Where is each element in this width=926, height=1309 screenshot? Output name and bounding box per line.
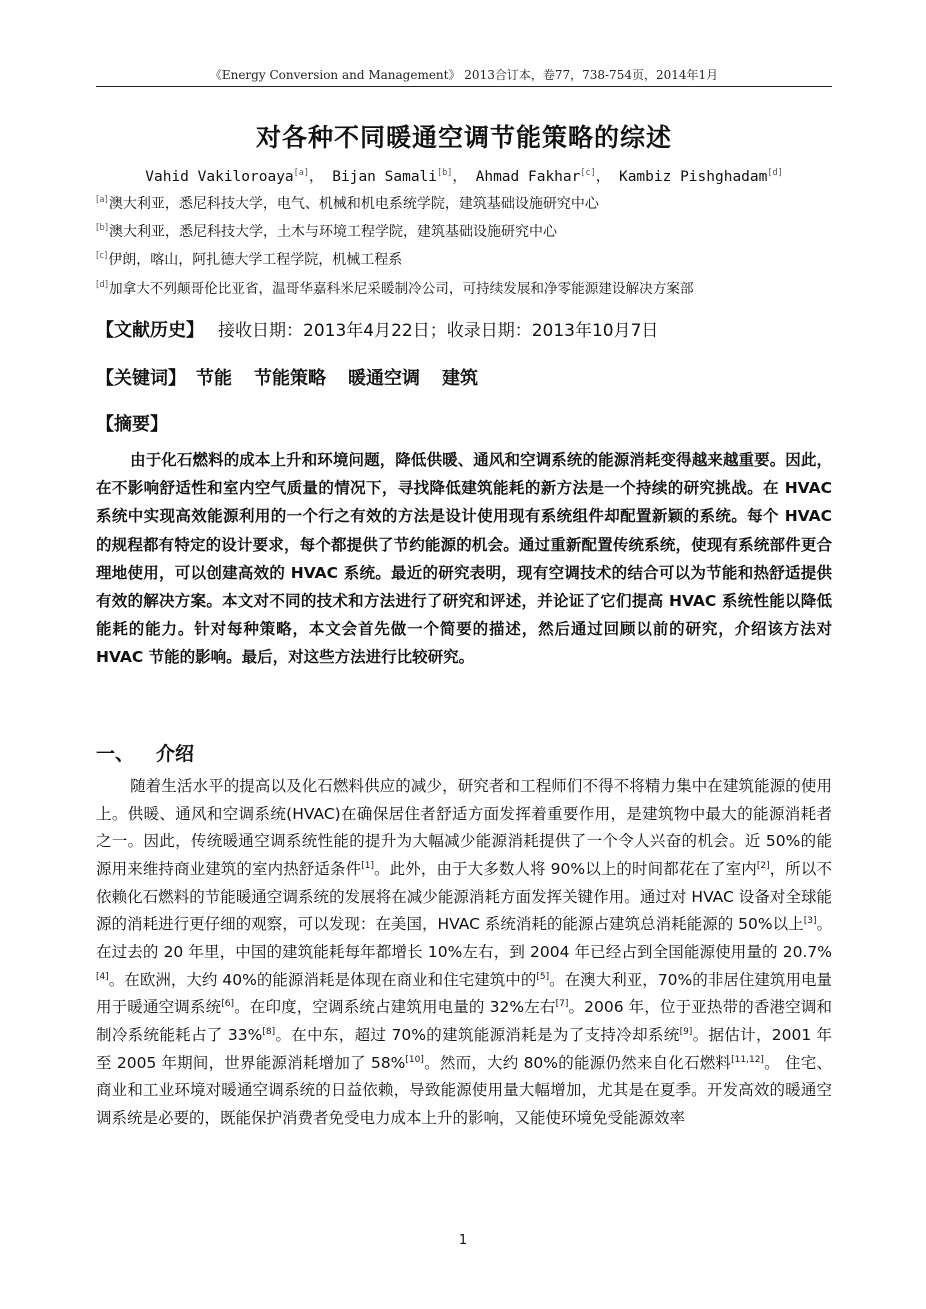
author-name: Kambiz Pishghadam xyxy=(618,169,768,185)
affiliation-c xyxy=(96,249,836,269)
affiliation-a xyxy=(96,193,836,213)
section-heading xyxy=(96,739,194,766)
affiliation-mark: [d] xyxy=(96,280,109,291)
affiliation-mark: [b] xyxy=(96,223,109,234)
affiliation-text: 加拿大不列颠哥伦比亚省，温哥华嘉科米尼采暖制冷公司，可持续发展和净零能源建设解决方案部 xyxy=(109,281,694,297)
body-text-run: 。在印度，空调系统占建筑用电量的 32%左右 xyxy=(233,998,556,1017)
keyword: 建筑 xyxy=(442,368,478,389)
header-rule xyxy=(96,86,832,87)
body-text-run: 。此外，由于大多数人将 90%以上的时间都花在了室内 xyxy=(373,859,757,878)
affiliation-text: 澳大利亚，悉尼科技大学，电气、机械和机电系统学院，建筑基础设施研究中心 xyxy=(108,196,599,212)
author-name: Vahid Vakiloroaya xyxy=(145,169,294,185)
author-affiliation-mark: [b] xyxy=(437,168,453,179)
body-text-run: 随着生活水平的提高以及化石燃料供应的减少，研究者和工程师们不得不将精力集中在建筑能源的使用上。供暖、通风和空调系统(HVAC)在确保居住者舒适方面发挥着重要作用，是建筑物中最大的能源消耗者之一。因此，传统暖通空调系统性能的提升为大幅减少能源消耗提供了一个令人兴奋的机会。近 50%的能源用来维持商业建筑的室内热舒适条件 xyxy=(96,777,832,878)
body-paragraph xyxy=(96,773,832,1133)
section-number: 一、 xyxy=(96,743,135,765)
citation-ref: [6] xyxy=(221,999,234,1010)
author-name: Bijan Samali xyxy=(332,169,438,185)
keywords-line xyxy=(96,364,478,390)
author-affiliation-mark: [c] xyxy=(580,168,596,179)
affiliation-text: 澳大利亚，悉尼科技大学，土木与环境工程学院，建筑基础设施研究中心 xyxy=(109,224,558,240)
keyword: 暖通空调 xyxy=(348,368,420,389)
author-list xyxy=(96,165,832,186)
citation-ref: [11,12] xyxy=(731,1054,764,1065)
history-dates: 接收日期：2013年4月22日；收录日期：2013年10月7日 xyxy=(218,321,659,341)
citation-ref: [3] xyxy=(803,916,817,927)
page-number: 1 xyxy=(458,1233,468,1248)
keyword: 节能 xyxy=(196,368,232,389)
body-text-run: 。在中东，超过 70%的建筑能源消耗是为了支持冷却系统 xyxy=(275,1025,680,1044)
body-text-run: 。 住宅、商业和工业环境对暖通空调系统的日益依赖，导致能源使用量大幅增加，尤其是在夏季。开发高效的暖通空调系统是必要的，既能保护消费者免受电力成本上升的影响，又能使环境免受能源效率 xyxy=(96,1053,832,1127)
body-text-run: 。在欧洲，大约 40%的能源消耗是体现在商业和住宅建筑中的 xyxy=(108,970,537,989)
body-text-run: ，所以不依赖化石燃料的节能暖通空调系统的发展将在减少能源消耗方面发挥关键作用。通过对 HVAC 设备对全球能源的消耗进行更仔细的观察，可以发现：在美国，HVAC 系统消耗的能源占建筑总消耗能源的 50%以上 xyxy=(96,859,832,934)
body-text-run: 。然而，大约 80%的能源仍然来自化石燃料 xyxy=(423,1053,732,1072)
author-separator: ， xyxy=(595,169,619,185)
abstract-label: 【摘要】 xyxy=(96,414,168,435)
body-text-run: 。2006 年，位于亚热带的香港空调和制冷系统能耗占了 33% xyxy=(96,998,832,1044)
body-text-run: 。据估计，2001 年至 2005 年期间，世界能源消耗增加了 58% xyxy=(96,1025,832,1072)
paper-title: 对各种不同暖通空调节能策略的综述 xyxy=(255,123,672,152)
body-text-run: 。在澳大利亚，70%的非居住建筑用电量用于暖通空调系统 xyxy=(96,970,832,1017)
affiliation-mark: [a] xyxy=(96,195,108,206)
author-separator: ， xyxy=(452,169,476,185)
author-affiliation-mark: [a] xyxy=(293,168,310,179)
abstract-text: 由于化石燃料的成本上升和环境问题，降低供暖、通风和空调系统的能源消耗变得越来越重要。因此，在不影响舒适性和室内空气质量的情况下，寻找降低建筑能耗的新方法是一个持续的研究挑战。在 HVAC 系统中实现高效能源利用的一个行之有效的方法是设计使用现有系统组件却配置新颖的系统。每个 HVAC 的规程都有特定的设计要求，每个都提供了节约能源的机会。通过重新配置传统系统，使现有系统部件更合理地使用，可以创建高效的 HVAC 系统。最近的研究表明，现有空调技术的结合可以为节能和热舒适提供有效的解决方案。本文对不同的技术和方法进行了研究和评述，并论证了它们提高 HVAC 系统性能以降低能耗的能力。针对每种策略，本文会首先做一个简要的描述，然后通过回顾以前的研究，介绍该方法对 HVAC 节能的影响。最后，对这些方法进行比较研究。 xyxy=(96,451,832,667)
author-separator: ， xyxy=(309,169,333,185)
author-name: Ahmad Fakhar xyxy=(475,169,581,185)
citation-ref: [9] xyxy=(679,1026,693,1037)
affiliation-b xyxy=(96,221,836,241)
keywords-label: 【关键词】 xyxy=(96,368,186,389)
section-title: 介绍 xyxy=(156,743,195,765)
article-history xyxy=(96,316,658,342)
citation-ref: [10] xyxy=(405,1054,424,1065)
running-header: 《Energy Conversion and Management》 2013合订本，卷77，738-754页，2014年1月 xyxy=(209,68,719,82)
citation-ref: [4] xyxy=(96,971,109,982)
citation-ref: [8] xyxy=(262,1026,276,1037)
author-affiliation-mark: [d] xyxy=(767,168,783,179)
citation-ref: [5] xyxy=(536,971,550,982)
keyword: 节能策略 xyxy=(254,368,326,389)
affiliation-text: 伊朗，喀山，阿扎德大学工程学院，机械工程系 xyxy=(108,252,403,268)
body-text-run: 。在过去的 20 年里，中国的建筑能耗每年都增长 10%左右，到 2004 年已经占到全国能源使用量的 20.7% xyxy=(96,915,832,961)
history-label: 【文献历史】 xyxy=(96,320,204,341)
citation-ref: [7] xyxy=(555,999,569,1010)
citation-ref: [2] xyxy=(756,860,770,871)
citation-ref: [1] xyxy=(361,860,374,871)
affiliation-d xyxy=(96,277,836,297)
affiliation-mark: [c] xyxy=(96,251,108,262)
